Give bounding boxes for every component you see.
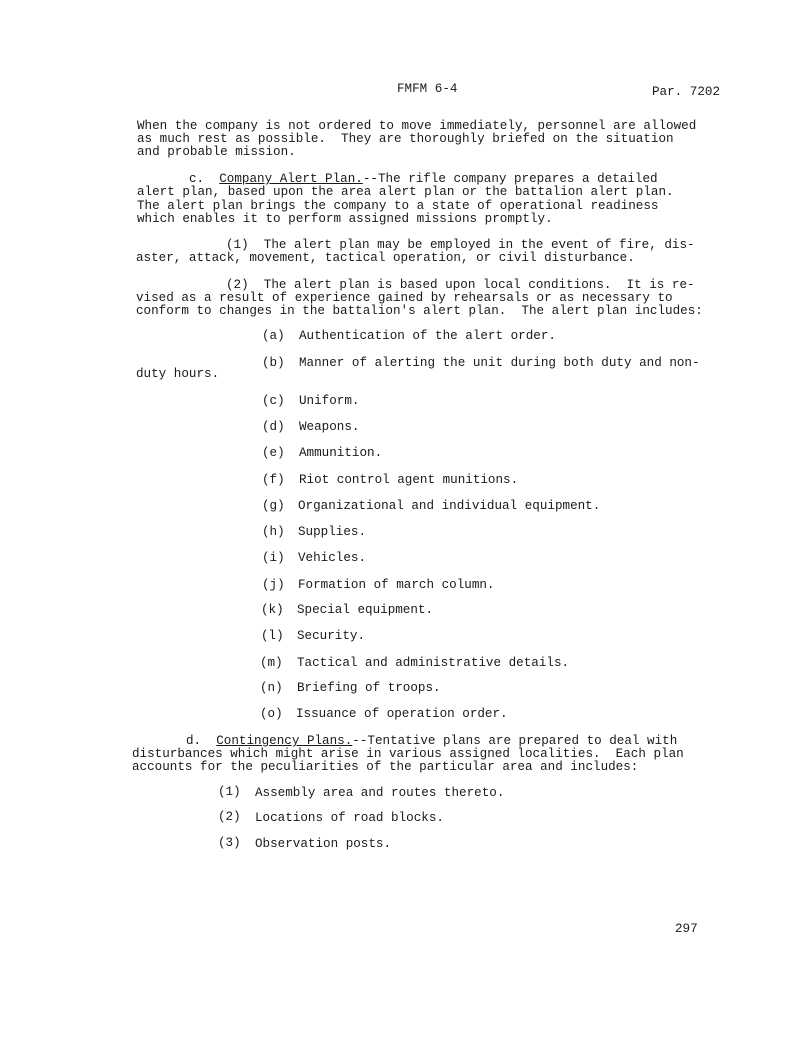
page-number: 297 xyxy=(675,922,698,936)
section-d-marker: d. xyxy=(186,734,202,748)
list-item-label: (a) xyxy=(262,329,285,343)
list-item-text: Weapons. xyxy=(299,420,360,434)
document-id: FMFM 6-4 xyxy=(397,82,458,96)
subparagraph-2-line: (2) The alert plan is based upon local conditions. It is re- xyxy=(226,278,695,292)
list-item-label: (n) xyxy=(260,681,283,695)
list-item-text: Organizational and individual equipment. xyxy=(298,499,601,513)
list-item-label: (b) xyxy=(262,356,285,370)
list-item-text: Observation posts. xyxy=(255,837,392,851)
section-c-title: Company Alert Plan. xyxy=(219,172,363,186)
section-c-first-line xyxy=(189,172,658,186)
list-item-label: (k) xyxy=(261,603,284,617)
paragraph-number: Par. 7202 xyxy=(652,85,721,99)
list-item-text: Tactical and administrative details. xyxy=(297,656,570,670)
list-item-label: (m) xyxy=(260,656,283,670)
list-item-label: (3) xyxy=(218,836,241,850)
list-item-text: Security. xyxy=(297,629,366,643)
list-item-label: (j) xyxy=(262,578,285,592)
list-item-label: (e) xyxy=(262,446,285,460)
list-item-label: (d) xyxy=(262,420,285,434)
section-d-title: Contingency Plans. xyxy=(216,734,353,748)
list-item-text: Supplies. xyxy=(298,525,367,539)
list-item-label: (g) xyxy=(262,499,285,513)
list-item-label: (i) xyxy=(262,551,285,565)
list-item-text: Vehicles. xyxy=(298,551,367,565)
list-item-label: (f) xyxy=(262,473,285,487)
section-c-line: alert plan, based upon the area alert plan or the battalion alert plan. xyxy=(137,185,674,199)
subparagraph-2-line: vised as a result of experience gained by rehearsals or as necessary to xyxy=(136,291,673,305)
list-item-label: (h) xyxy=(262,525,285,539)
list-item-label: (o) xyxy=(260,707,283,721)
list-item-label: (2) xyxy=(218,810,241,824)
section-c-line: The alert plan brings the company to a state of operational readiness xyxy=(137,199,659,213)
list-item-text: Briefing of troops. xyxy=(297,681,441,695)
list-item-text: Issuance of operation order. xyxy=(296,707,508,721)
section-d-first-line xyxy=(186,734,677,748)
list-item-text: Special equipment. xyxy=(297,603,434,617)
subparagraph-1-line: aster, attack, movement, tactical operation, or civil disturbance. xyxy=(136,251,635,265)
list-item-label: (1) xyxy=(218,785,241,799)
section-d-line: accounts for the peculiarities of the particular area and includes: xyxy=(132,760,639,774)
list-item-label: (l) xyxy=(261,629,284,643)
section-c-marker: c. xyxy=(189,172,205,186)
list-item-text: Assembly area and routes thereto. xyxy=(255,786,505,800)
section-c-line: which enables it to perform assigned missions promptly. xyxy=(137,212,553,226)
section-d-line: disturbances which might arise in various assigned localities. Each plan xyxy=(132,747,684,761)
list-item-text: Authentication of the alert order. xyxy=(299,329,556,343)
subparagraph-1-line: (1) The alert plan may be employed in the event of fire, dis- xyxy=(226,238,695,252)
list-item-continuation: duty hours. xyxy=(136,367,220,381)
intro-line: When the company is not ordered to move immediately, personnel are allowed xyxy=(137,119,697,133)
intro-line: and probable mission. xyxy=(137,145,296,159)
list-item-text: Riot control agent munitions. xyxy=(299,473,519,487)
section-d-line1-rest: --Tentative plans are prepared to deal with xyxy=(352,734,678,748)
list-item-label: (c) xyxy=(262,394,285,408)
intro-line: as much rest as possible. They are thoroughly briefed on the situation xyxy=(137,132,674,146)
subparagraph-2-line: conform to changes in the battalion's alert plan. The alert plan includes: xyxy=(136,304,703,318)
list-item-text: Locations of road blocks. xyxy=(255,811,444,825)
list-item-text: Ammunition. xyxy=(299,446,383,460)
list-item-text: Uniform. xyxy=(299,394,360,408)
section-c-line1-rest: --The rifle company prepares a detailed xyxy=(362,172,658,186)
list-item-text: Manner of alerting the unit during both duty and non- xyxy=(299,356,700,370)
list-item-text: Formation of march column. xyxy=(298,578,495,592)
